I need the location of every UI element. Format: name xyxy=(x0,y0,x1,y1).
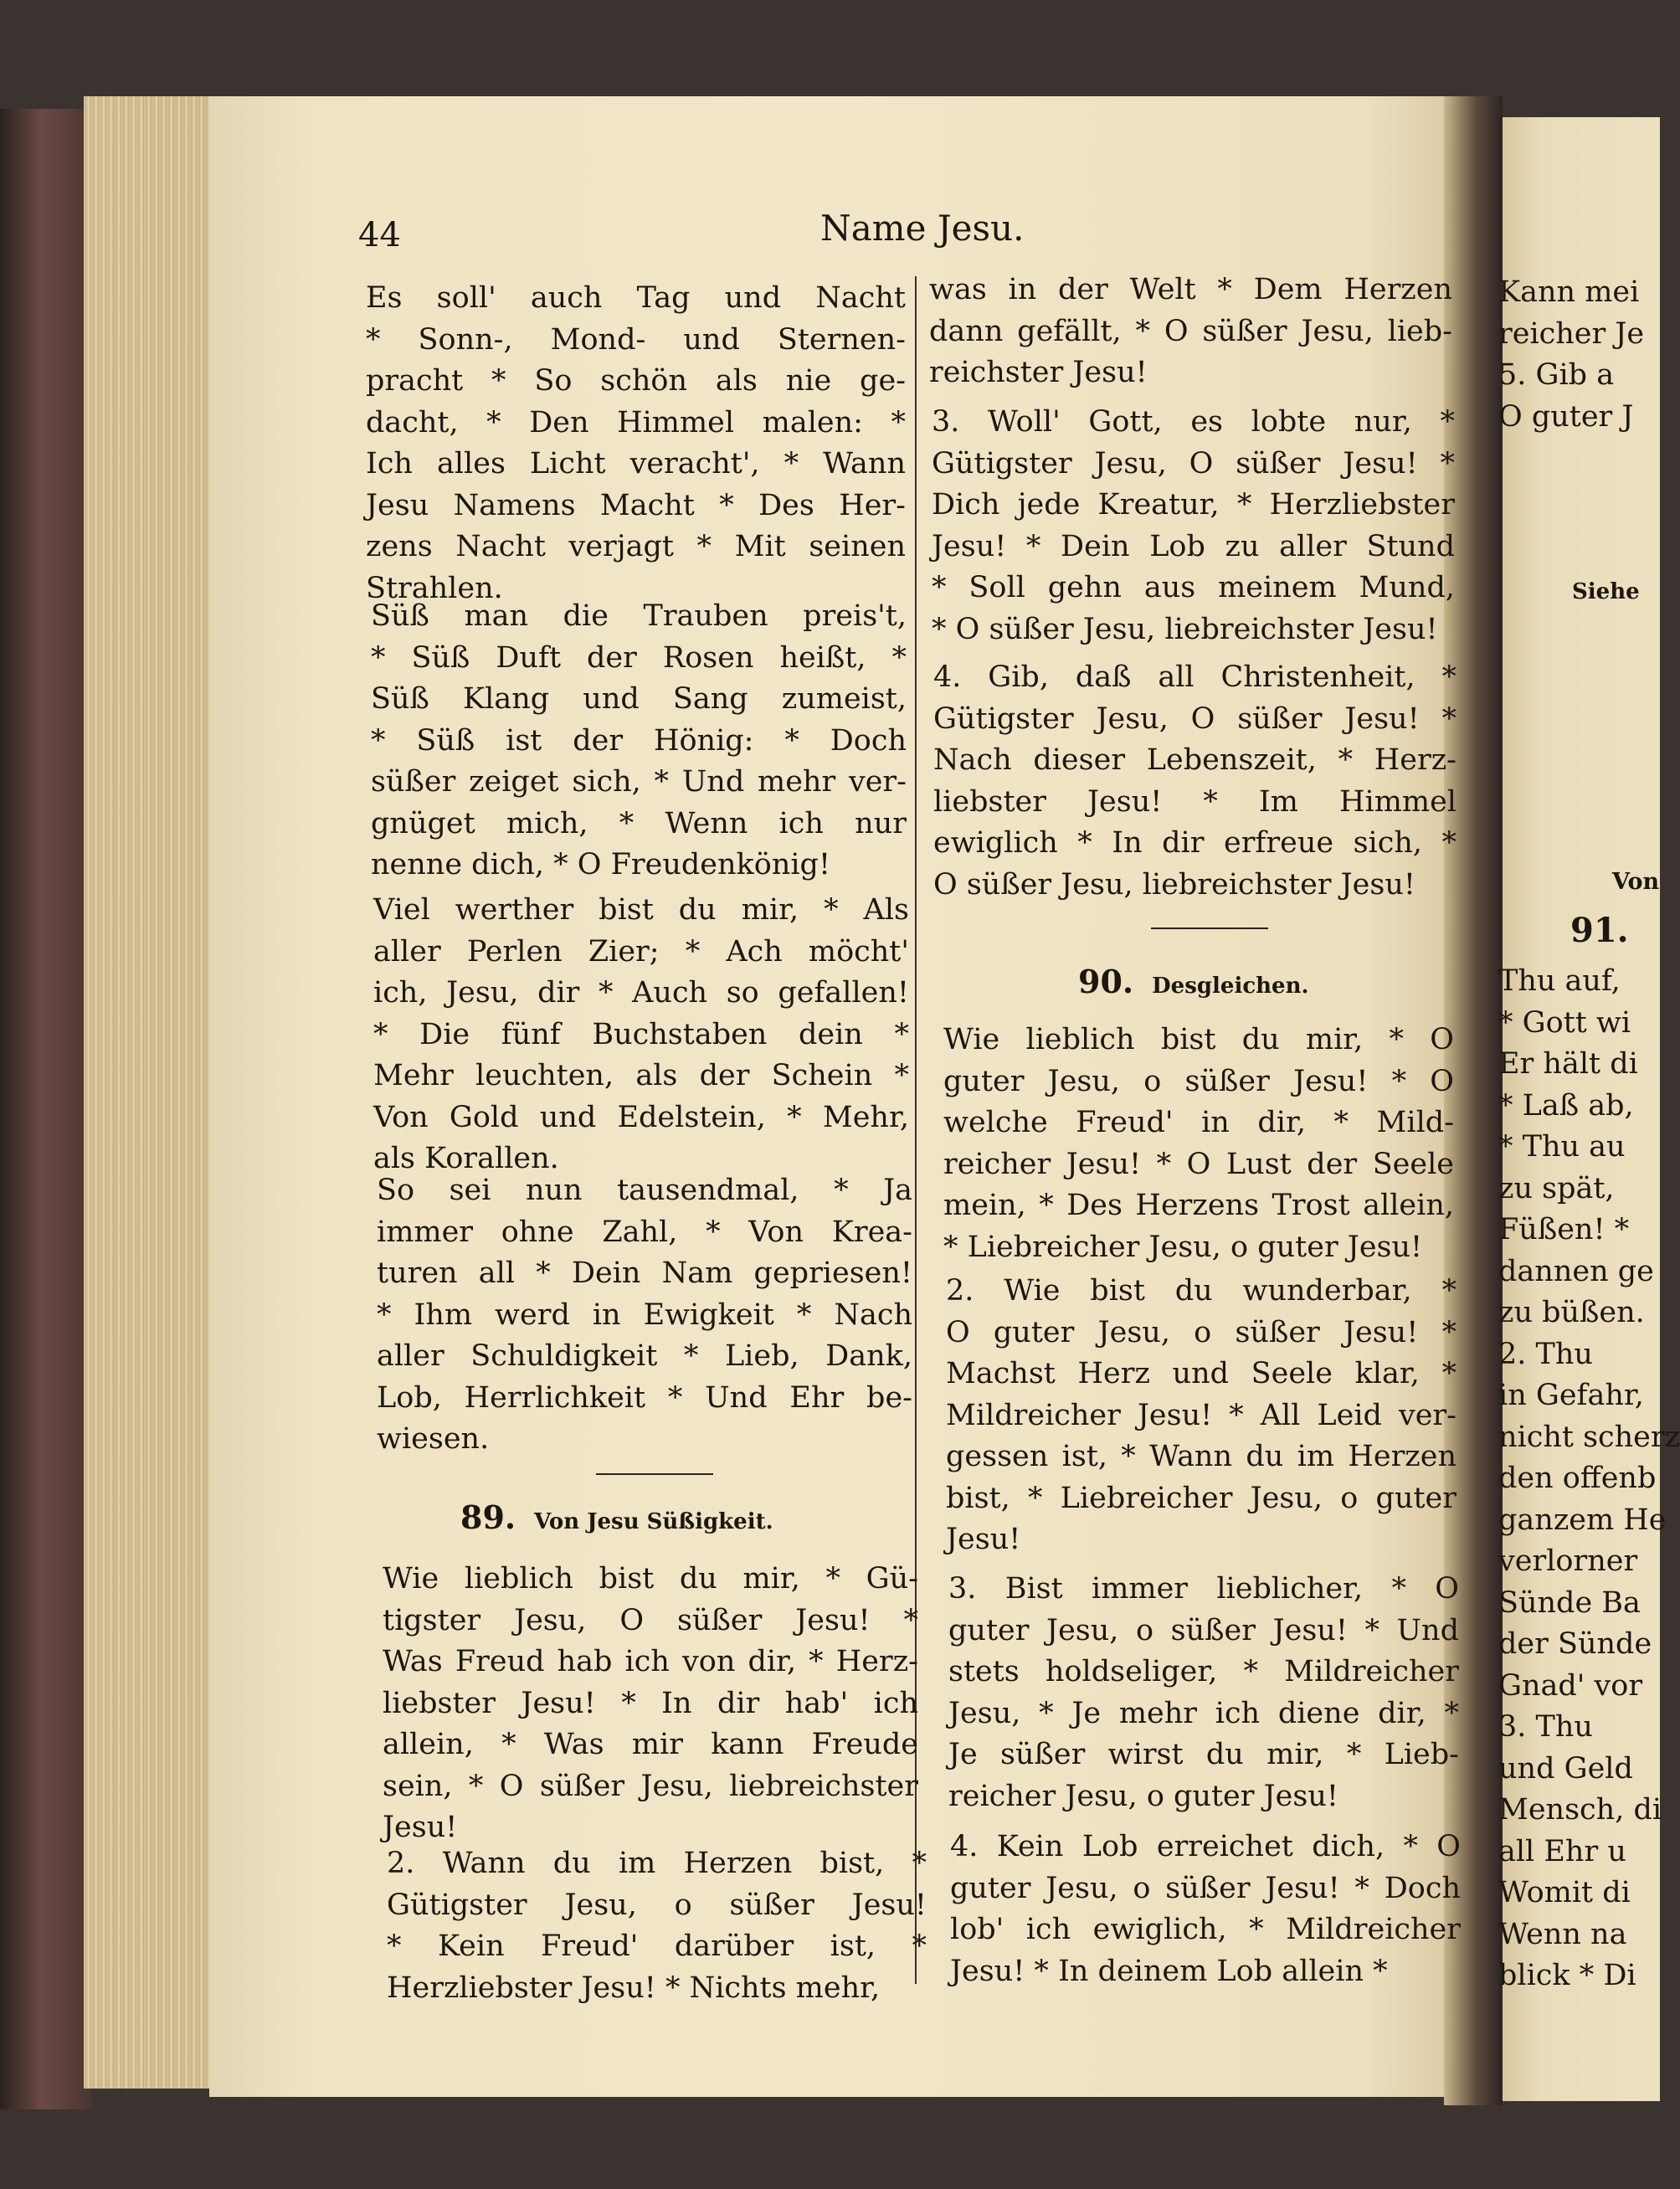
next-page-siehe: Siehe xyxy=(1572,579,1640,604)
text-line: reicher Je xyxy=(1498,316,1645,351)
text-line: reicher Jesu, o guter Jesu! xyxy=(948,1779,1338,1813)
text-line: 3. Bist immer lieblicher, * O xyxy=(948,1572,1459,1606)
text-line: Herzliebster Jesu! * Nichts mehr, xyxy=(387,1971,881,2005)
text-line: nicht scherz xyxy=(1498,1420,1680,1454)
text-line: Mildreicher Jesu! * All Leid ver- xyxy=(946,1398,1457,1432)
text-line: * Sonn-, Mond- und Sternen- xyxy=(366,322,906,357)
text-line: Ich alles Licht veracht', * Wann xyxy=(366,447,906,480)
text-line: wiesen. xyxy=(377,1422,490,1456)
text-line: als Korallen. xyxy=(373,1142,559,1175)
right-stanza-2 xyxy=(932,402,1455,650)
text-line: Wie lieblich bist du mir, * Gü- xyxy=(383,1562,918,1596)
text-line: guter Jesu, o süßer Jesu! * O xyxy=(943,1064,1454,1098)
text-line: 2. Wie bist du wunderbar, * xyxy=(946,1274,1457,1308)
text-line: blick * Di xyxy=(1498,1959,1636,1992)
text-line: Es soll' auch Tag und Nacht xyxy=(366,281,906,315)
text-line: zens Nacht verjagt * Mit seinen xyxy=(366,530,906,563)
text-line: den offenb xyxy=(1498,1462,1657,1495)
hymn-91-number: 91. xyxy=(1570,911,1629,950)
text-line: Wenn na xyxy=(1498,1917,1627,1951)
text-line: gessen ist, * Wann du im Herzen xyxy=(946,1440,1457,1473)
hymn-90-heading xyxy=(1078,963,1309,1000)
text-line: Machst Herz und Seele klar, * xyxy=(946,1357,1457,1390)
text-line: Jesu! * In deinem Lob allein * xyxy=(950,1954,1388,1988)
text-line: was in der Welt * Dem Herzen xyxy=(929,273,1452,306)
text-line: Mehr leuchten, als der Schein * xyxy=(373,1059,909,1092)
text-line: bist, * Liebreicher Jesu, o guter xyxy=(946,1481,1457,1515)
text-line: Jesu! xyxy=(946,1523,1021,1556)
text-line: 3. Thu xyxy=(1498,1710,1593,1744)
hymn-89-stanza-2 xyxy=(387,1843,927,2009)
text-line: lob' ich ewiglich, * Mildreicher xyxy=(950,1913,1461,1946)
text-line: O guter J xyxy=(1498,399,1634,434)
text-line: sein, * O süßer Jesu, liebreichster xyxy=(383,1769,918,1803)
text-line: zu büßen. xyxy=(1498,1296,1645,1329)
text-line: immer ohne Zahl, * Von Krea- xyxy=(377,1215,912,1249)
text-line: Süß Klang und Sang zumeist, xyxy=(371,682,907,716)
text-line: liebster Jesu! * Im Himmel xyxy=(933,784,1457,819)
hymn-90-stanza-4 xyxy=(950,1827,1461,1992)
hymn-90-stanza-3 xyxy=(948,1569,1459,1817)
text-line: * Soll gehn aus meinem Mund, xyxy=(932,571,1455,604)
text-line: Er hält di xyxy=(1498,1047,1638,1081)
text-line: Lob, Herrlichkeit * Und Ehr be- xyxy=(377,1380,912,1415)
hymn-90-stanza-2 xyxy=(946,1271,1457,1561)
hymn-89-separator xyxy=(596,1473,713,1475)
text-line: ewiglich * In dir erfreue sich, * xyxy=(933,826,1457,860)
left-stanza-1 xyxy=(366,278,906,609)
text-line: all Ehr u xyxy=(1498,1834,1626,1868)
text-line: * O süßer Jesu, liebreichster Jesu! xyxy=(932,612,1438,646)
text-line: * Süß ist der Hönig: * Doch xyxy=(371,723,907,758)
hymn-89-number: 89. xyxy=(460,1498,516,1536)
text-line: mein, * Des Herzens Trost allein, xyxy=(943,1189,1454,1222)
text-line: Süß man die Trauben preis't, xyxy=(371,599,907,633)
running-title: Name Jesu. xyxy=(820,208,1025,249)
text-line: guter Jesu, o süßer Jesu! * Und xyxy=(948,1613,1459,1647)
text-line: stets holdseliger, * Mildreicher xyxy=(948,1655,1459,1688)
text-line: Jesu Namens Macht * Des Her- xyxy=(366,488,906,522)
text-line: Strahlen. xyxy=(366,571,503,605)
text-line: * Die fünf Buchstaben dein * xyxy=(373,1017,909,1051)
right-stanza-3 xyxy=(933,657,1457,906)
text-line: verlorner xyxy=(1498,1544,1638,1578)
text-line: 4. Kein Lob erreichet dich, * O xyxy=(950,1830,1461,1863)
text-line: Nach dieser Lebenszeit, * Herz- xyxy=(933,743,1457,777)
text-line: * Süß Duft der Rosen heißt, * xyxy=(371,640,907,675)
left-stanza-2 xyxy=(371,596,907,886)
text-line: ich, Jesu, dir * Auch so gefallen! xyxy=(373,976,909,1010)
text-line: Sünde Ba xyxy=(1498,1585,1641,1620)
text-line: * Gott wi xyxy=(1498,1005,1631,1040)
hymn-89-title: Von Jesu Süßigkeit. xyxy=(534,1509,773,1534)
next-page-von: Von xyxy=(1612,869,1660,895)
text-line: in Gefahr, xyxy=(1498,1379,1644,1412)
text-line: Was Freud hab ich von dir, * Herz- xyxy=(383,1645,918,1678)
page-edges xyxy=(84,96,218,2089)
text-line: Gütigster Jesu, O süßer Jesu! * xyxy=(933,701,1457,736)
text-line: Thu auf, xyxy=(1498,964,1621,998)
hymn-90-separator xyxy=(1151,927,1268,929)
text-line: Je süßer wirst du mir, * Lieb- xyxy=(948,1738,1459,1771)
book-binding xyxy=(0,109,92,2109)
text-line: Womit di xyxy=(1498,1876,1631,1909)
text-line: allein, * Was mir kann Freude xyxy=(383,1728,918,1761)
text-line: * Ihm werd in Ewigkeit * Nach xyxy=(377,1297,912,1332)
text-line: liebster Jesu! * In dir hab' ich xyxy=(383,1686,918,1720)
text-line: der Sünde xyxy=(1498,1627,1652,1661)
text-line: 2. Thu xyxy=(1498,1337,1593,1371)
text-line: Jesu! * Dein Lob zu aller Stund xyxy=(932,529,1455,563)
text-line: und Geld xyxy=(1498,1751,1633,1786)
text-line: reicher Jesu! * O Lust der Seele xyxy=(943,1147,1454,1181)
text-line: So sei nun tausendmal, * Ja xyxy=(377,1174,912,1207)
page-number: 44 xyxy=(358,216,401,254)
text-line: Von Gold und Edelstein, * Mehr, xyxy=(373,1100,909,1134)
text-line: reichster Jesu! xyxy=(929,356,1148,389)
text-line: 2. Wann du im Herzen bist, * xyxy=(387,1847,927,1880)
text-line: ganzem He xyxy=(1498,1503,1667,1537)
text-line: * Kein Freud' darüber ist, * xyxy=(387,1930,927,1963)
text-line: Jesu! xyxy=(383,1811,458,1844)
hymn-89-heading xyxy=(460,1498,773,1536)
text-line: O guter Jesu, o süßer Jesu! * xyxy=(946,1315,1457,1349)
text-line: O süßer Jesu, liebreichster Jesu! xyxy=(933,867,1415,902)
text-line: zu spät, xyxy=(1498,1171,1615,1205)
text-line: nenne dich, * O Freudenkönig! xyxy=(371,848,831,881)
next-page-top-lines xyxy=(1498,272,1644,438)
text-line: welche Freud' in dir, * Mild- xyxy=(943,1106,1454,1139)
text-line: tigster Jesu, O süßer Jesu! * xyxy=(383,1603,918,1637)
hymn-89-stanza-1 xyxy=(383,1559,918,1849)
text-line: turen all * Dein Nam gepriesen! xyxy=(377,1256,912,1290)
text-line: aller Schuldigkeit * Lieb, Dank, xyxy=(377,1339,912,1373)
text-line: * Liebreicher Jesu, o guter Jesu! xyxy=(943,1230,1423,1264)
hymn-90-stanza-1 xyxy=(943,1020,1454,1268)
text-line: Gütigster Jesu, O süßer Jesu! * xyxy=(932,446,1455,480)
left-stanza-3 xyxy=(373,890,909,1180)
text-line: Jesu, * Je mehr ich diene dir, * xyxy=(948,1696,1459,1730)
text-line: Viel werther bist du mir, * Als xyxy=(373,893,909,927)
text-line: 3. Woll' Gott, es lobte nur, * xyxy=(932,405,1455,439)
next-page-bottom-lines xyxy=(1498,961,1680,1997)
right-stanza-1 xyxy=(929,270,1452,394)
text-line: dann gefällt, * O süßer Jesu, lieb- xyxy=(929,314,1452,348)
text-line: dacht, * Den Himmel malen: * xyxy=(366,405,906,439)
text-line: süßer zeiget sich, * Und mehr ver- xyxy=(371,765,907,799)
hymn-90-number: 90. xyxy=(1078,963,1134,1000)
text-line: Füßen! * xyxy=(1498,1213,1630,1246)
text-line: pracht * So schön als nie ge- xyxy=(366,364,906,398)
text-line: 4. Gib, daß all Christenheit, * xyxy=(933,660,1457,694)
text-line: Wie lieblich bist du mir, * O xyxy=(943,1023,1454,1056)
text-line: * Laß ab, xyxy=(1498,1088,1634,1123)
text-line: aller Perlen Zier; * Ach möcht' xyxy=(373,934,909,969)
text-line: dannen ge xyxy=(1498,1254,1654,1288)
text-line: Mensch, di xyxy=(1498,1793,1662,1827)
text-line: 5. Gib a xyxy=(1498,358,1615,392)
text-line: * Thu au xyxy=(1498,1130,1626,1164)
text-line: Dich jede Kreatur, * Herzliebster xyxy=(932,488,1455,522)
text-line: Gnad' vor xyxy=(1498,1668,1643,1703)
hymn-90-title: Desgleichen. xyxy=(1152,974,1309,999)
left-stanza-4 xyxy=(377,1170,912,1461)
text-line: Gütigster Jesu, o süßer Jesu! xyxy=(387,1888,927,1922)
text-line: Kann mei xyxy=(1498,275,1640,309)
text-line: guter Jesu, o süßer Jesu! * Doch xyxy=(950,1871,1461,1905)
text-line: gnüget mich, * Wenn ich nur xyxy=(371,806,907,840)
